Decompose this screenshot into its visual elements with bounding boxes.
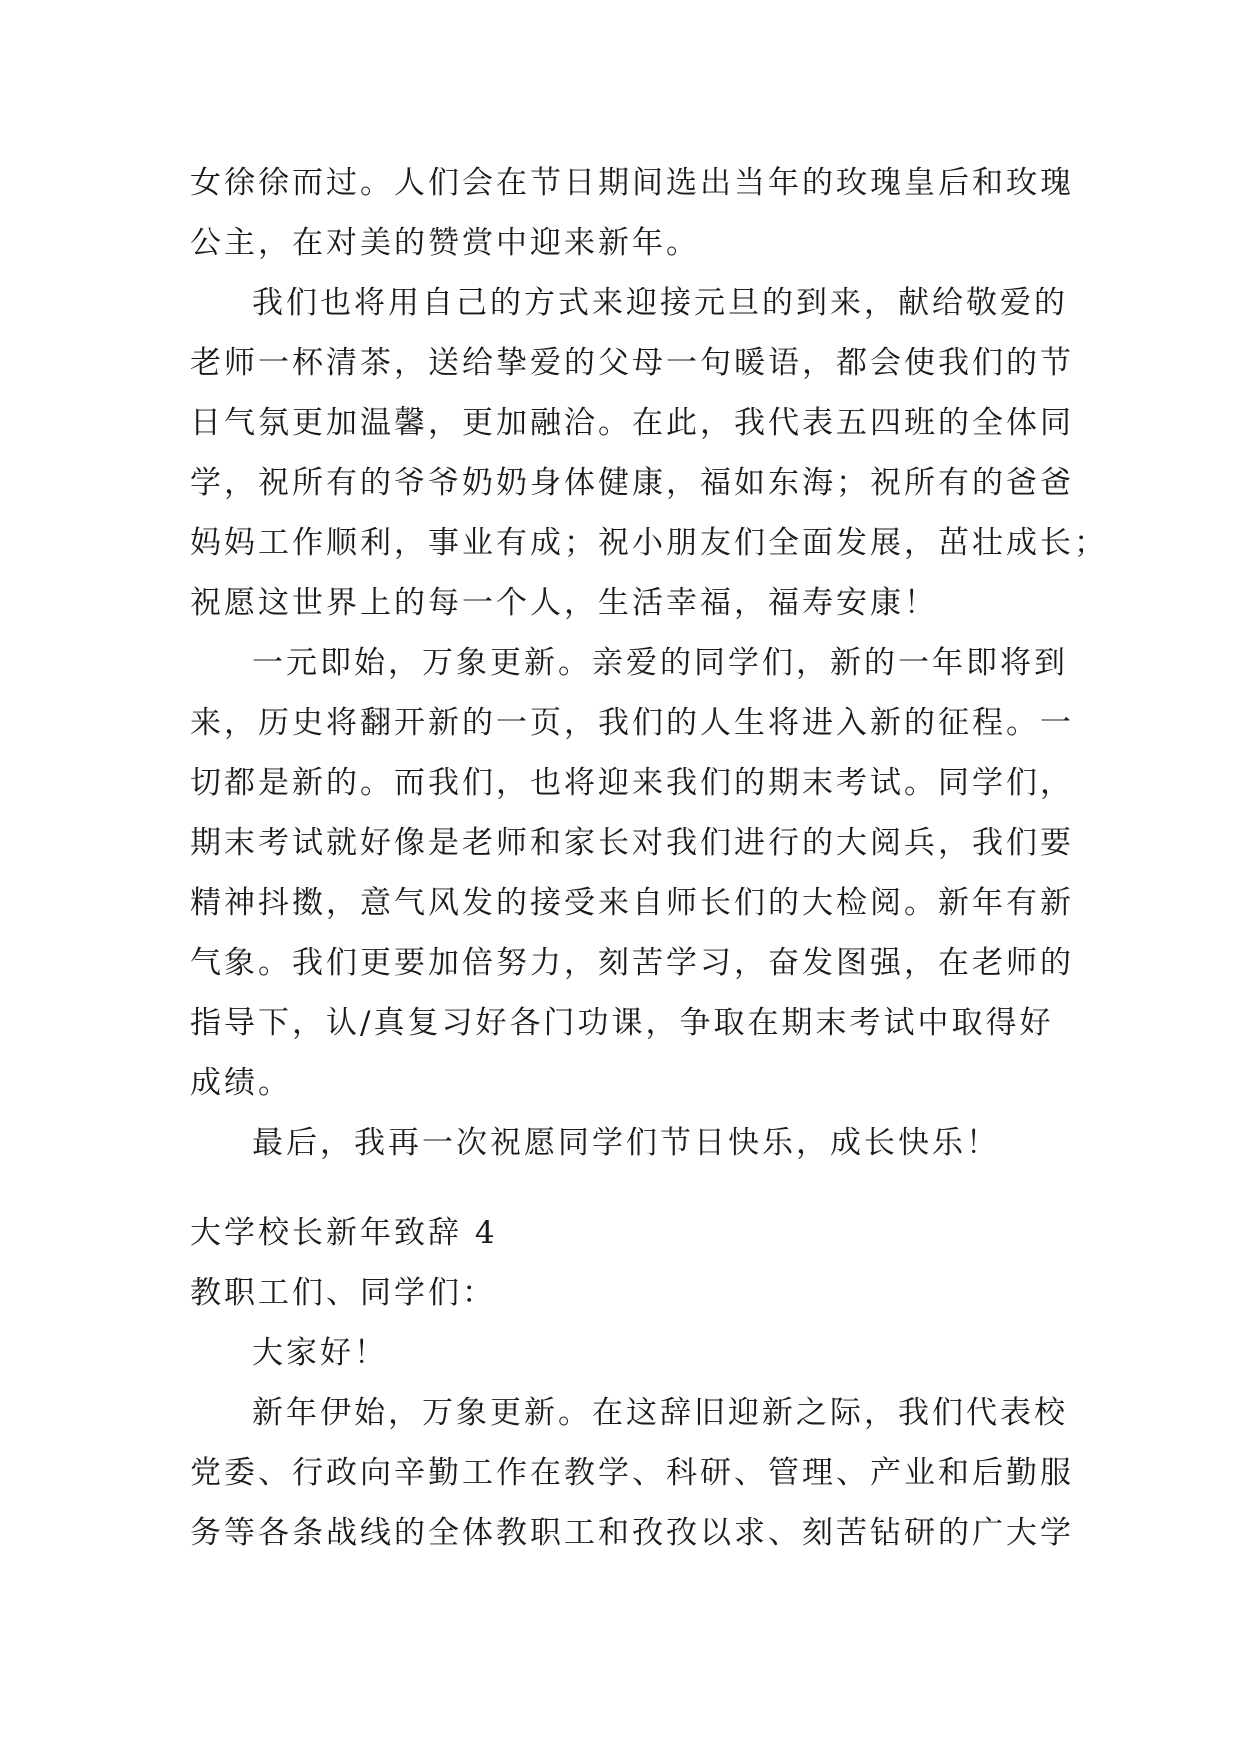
section-heading: 大学校长新年致辞 4 [190,1215,498,1251]
body-text-line: 切都是新的。而我们，也将迎来我们的期末考试。同学们， [190,765,1074,801]
paragraph-first-line: 新年伊始，万象更新。在这辞旧迎新之际，我们代表校 [252,1395,1068,1431]
paragraph-first-line: 我们也将用自己的方式来迎接元旦的到来，献给敬爱的 [252,285,1068,321]
body-text-line: 指导下，认/真复习好各门功课，争取在期末考试中取得好 [190,1005,1054,1041]
body-text-line: 精神抖擞，意气风发的接受来自师长们的大检阅。新年有新 [190,885,1074,921]
body-text-line: 成绩。 [190,1065,292,1101]
body-text-line: 女徐徐而过。人们会在节日期间选出当年的玫瑰皇后和玫瑰 [190,165,1074,201]
body-text-line: 期末考试就好像是老师和家长对我们进行的大阅兵，我们要 [190,825,1074,861]
greeting: 大家好！ [252,1335,388,1371]
body-text-line: 公主，在对美的赞赏中迎来新年。 [190,225,700,261]
body-text-line: 老师一杯清茶，送给挚爱的父母一句暖语，都会使我们的节 [190,345,1074,381]
body-text-line: 妈妈工作顺利，事业有成；祝小朋友们全面发展，茁壮成长； [190,525,1108,561]
body-text-line: 来，历史将翻开新的一页，我们的人生将进入新的征程。一 [190,705,1074,741]
body-text-line: 务等各条战线的全体教职工和孜孜以求、刻苦钻研的广大学 [190,1515,1074,1551]
body-text-line: 祝愿这世界上的每一个人，生活幸福，福寿安康！ [190,585,938,621]
body-text-line: 学，祝所有的爷爷奶奶身体健康，福如东海；祝所有的爸爸 [190,465,1074,501]
body-text-line: 党委、行政向辛勤工作在教学、科研、管理、产业和后勤服 [190,1455,1074,1491]
body-text-line: 气象。我们更要加倍努力，刻苦学习，奋发图强，在老师的 [190,945,1074,981]
body-text-line: 日气氛更加温馨，更加融洽。在此，我代表五四班的全体同 [190,405,1074,441]
salutation: 教职工们、同学们： [190,1275,496,1311]
paragraph-first-line: 一元即始，万象更新。亲爱的同学们，新的一年即将到 [252,645,1068,681]
paragraph-first-line: 最后，我再一次祝愿同学们节日快乐，成长快乐！ [252,1125,1000,1161]
